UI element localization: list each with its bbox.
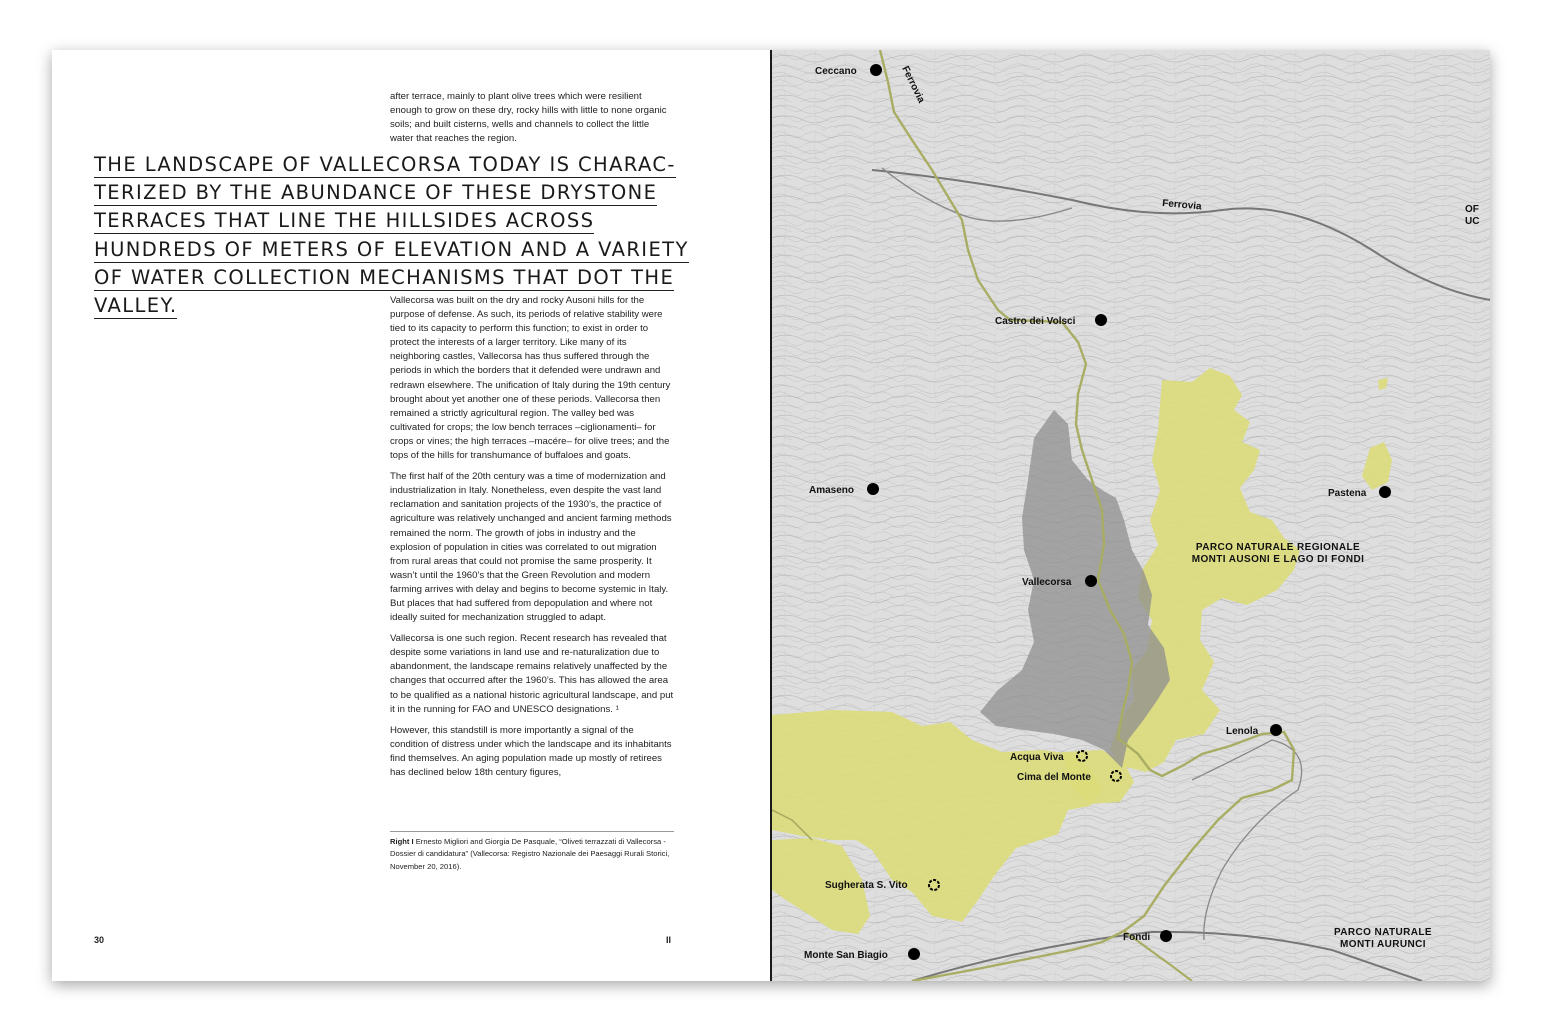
town-label: Monte San Biagio [804, 950, 888, 961]
town-label: Pastena [1328, 488, 1367, 499]
town-marker [1095, 314, 1107, 326]
book-spread [52, 50, 1490, 981]
pull-quote-line: HUNDREDS OF METERS OF ELEVATION AND A VARIETY [94, 237, 689, 261]
town-marker [1379, 486, 1391, 498]
paragraph-continued: after terrace, mainly to plant olive trees which were resilient enough to grow on these dry, rocky hills with little to none organic soils; and built cisterns, wells and channels to collect the little water that reaches the region. [390, 91, 667, 145]
topographic-map [772, 50, 1490, 981]
town-marker [867, 483, 879, 495]
body-paragraph: Vallecorsa is one such region. Recent research has revealed that despite some variations in land use and re-naturalization due to abandonment, the landscape remains relatively unaffected by the changes that occurred after the 1960’s. This has allowed the area to be qualified as a national historic agricultural landscape, and put it in the running for FAO and UNESCO designations. ¹ [390, 633, 674, 715]
pull-quote-line: TERRACES THAT LINE THE HILLSIDES ACROSS [94, 209, 595, 233]
body-paragraph: However, this standstill is more importantly a signal of the condition of distress under which the landscape and its inhabitants find themselves. An aging population made up mostly of retirees has declined below 18th century figures, [390, 724, 672, 778]
town-label: Amaseno [809, 485, 855, 496]
caption-divider [390, 831, 674, 832]
park-label-line: MONTI AURUNCI [1340, 939, 1426, 950]
chapter-number: II [666, 935, 672, 945]
town-marker [1085, 575, 1097, 587]
body-paragraph: Vallecorsa was built on the dry and rocky Ausoni hills for the purpose of defense. As such, its periods of relative stability were tied to its capacity to perform this function; to exist in order to protect the interests of a larger territory. Like many of its neighboring castles, Vallecorsa has thus suffered through the periods in which the borders that it defended were undrawn and redrawn elsewhere. The unification of Italy during the 19th century brought about yet another one of these periods. Vallecorsa then remained a strictly agricultural region. The valley bed was cultivated for crops; the low bench terraces –ciglionamenti– for crops or vines; the high terraces –macére– for olive trees; and the tops of the hills for transhumance of buffaloes and goats. [390, 295, 671, 462]
town-label: Fondi [1123, 932, 1151, 943]
town-marker [908, 948, 920, 960]
body-paragraph: The first half of the 20th century was a time of modernization and industrialization in Italy. Nonetheless, even despite the vast land reclamation and sanitation projects of the 1930’s, the practice of agriculture was relatively unchanged and ancient farming methods remained the norm. The growth of jobs in industry and the explosion of population in cities was correlated to out migration from rural areas that could not promise the same prosperity. It wasn’t until the 1960’s that the Green Revolution and modern farming arrives with delay and begins to become systemic in Italy. But places that had suffered from depopulation and where not ideally suited for mechanization struggled to adapt. [390, 471, 672, 624]
site-label: Sugherata S. Vito [825, 880, 908, 891]
town-label: Ceccano [815, 66, 857, 77]
town-marker [1270, 724, 1282, 736]
town-label: Vallecorsa [1022, 577, 1072, 588]
map-page [772, 50, 1490, 981]
railway-label: Ferrovia [899, 64, 927, 105]
site-label: Acqua Viva [1010, 752, 1064, 763]
site-label: Cima del Monte [1017, 772, 1091, 783]
top-paragraph [390, 90, 674, 153]
left-page [52, 50, 771, 981]
body-text [390, 294, 674, 787]
caption-text: Ernesto Migliori and Giorgia De Pasquale, “Oliveti terrazzati di Vallecorsa - Dossier di candidatura” (Vallecorsa: Registro Nazionale dei Paesaggi Rurali Storici, November 20, 2016). [390, 837, 670, 871]
pull-quote-line: THE LANDSCAPE OF VALLECORSA TODAY IS CHARAC- [94, 153, 676, 176]
park-label-line: PARCO NATURALE [1333, 927, 1433, 938]
railway-label: Ferrovia [1161, 198, 1203, 213]
caption-label: Right I [390, 837, 414, 846]
town-marker [870, 64, 882, 76]
park-label-line: PARCO NATURALE REGIONALE [1195, 542, 1361, 553]
park-label-line: MONTI AUSONI E LAGO DI FONDI [1191, 554, 1365, 565]
map-edge-text: UC [1465, 216, 1480, 227]
town-label: Lenola [1226, 726, 1259, 737]
town-label: Castro dei Volsci [995, 316, 1076, 327]
figure-caption [390, 836, 674, 873]
pull-quote-line: TERIZED BY THE ABUNDANCE OF THESE DRYSTONE [94, 181, 658, 205]
map-edge-text: OF [1465, 204, 1479, 215]
town-marker [1160, 930, 1172, 942]
pull-quote-line: OF WATER COLLECTION MECHANISMS THAT DOT THE [94, 265, 675, 289]
pull-quote-line: VALLEY. [94, 294, 178, 318]
page-number-left: 30 [94, 935, 105, 945]
